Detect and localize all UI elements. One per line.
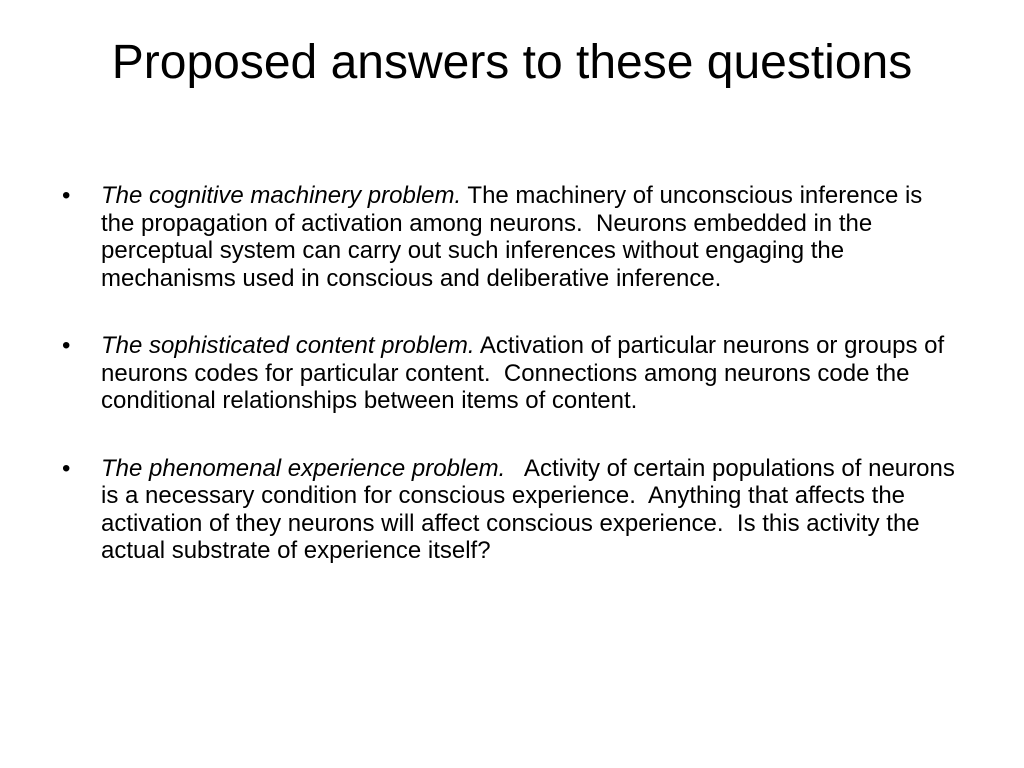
bullet-item-cognitive-machinery [56,182,960,292]
bullet-list [56,182,960,605]
bullet-item-phenomenal-experience [56,455,960,565]
slide-title: Proposed answers to these questions [111,36,913,89]
bullet-item-sophisticated-content [56,332,960,415]
bullet-text: Activation of particular neurons or groups of neurons codes for particular content. Connections among neurons code the conditional relationships between items of content. [101,332,951,414]
bullet-text: The machinery of unconscious inference is the propagation of activation among neurons. Neurons embedded in the perceptual system can carry out such inferences without engaging the mechanisms used in conscious and deliberative inference. [101,182,929,292]
bullet-lead: The cognitive machinery problem. [101,182,462,209]
bullet-icon: • [62,454,71,482]
bullet-text: Activity of certain populations of neurons is a necessary condition for conscious experience. Anything that affects the activation of they neurons will affect conscious experience. Is this activity the actual substrate of experience itself? [101,454,962,564]
bullet-icon: • [62,332,71,359]
bullet-lead: The phenomenal experience problem. [101,454,506,482]
bullet-lead: The sophisticated content problem. [101,332,475,359]
bullet-icon: • [62,182,71,209]
